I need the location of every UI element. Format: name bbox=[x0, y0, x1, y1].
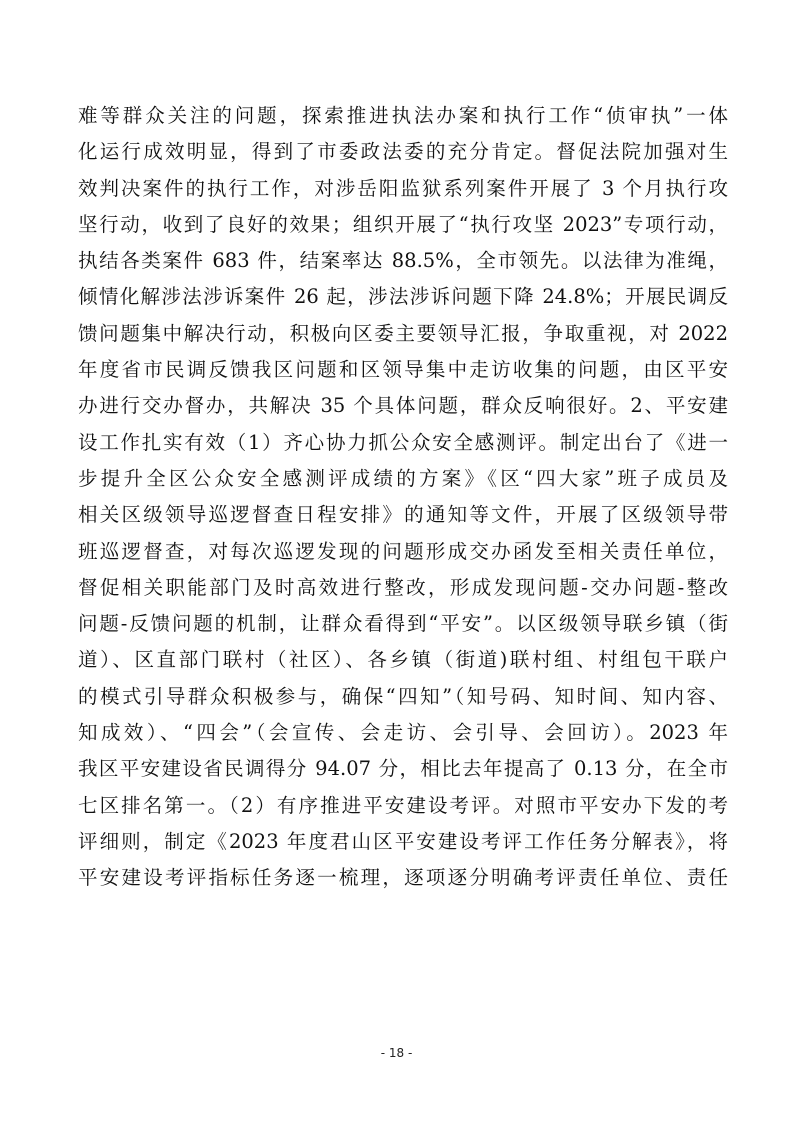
text-line: 我区平安建设省民调得分 94.07 分，相比去年提高了 0.13 分，在全市 bbox=[78, 757, 728, 781]
text-line: 步提升全区公众安全感测评成绩的方案》《区“四大家”班子成员及 bbox=[78, 466, 728, 490]
text-line: 班巡逻督查，对每次巡逻发现的问题形成交办函发至相关责任单位， bbox=[78, 539, 728, 563]
text-line: 道）、区直部门联村（社区）、各乡镇（街道)联村组、村组包干联户 bbox=[78, 648, 728, 672]
text-line: 坚行动，收到了良好的效果；组织开展了“执行攻坚 2023”专项行动， bbox=[78, 212, 728, 236]
text-line: 知成效）、“四会”（会宣传、会走访、会引导、会回访）。2023 年 bbox=[78, 721, 728, 745]
text-line: 执结各类案件 683 件，结案率达 88.5%，全市领先。以法律为准绳， bbox=[78, 249, 728, 273]
text-line: 倾情化解涉法涉诉案件 26 起，涉法涉诉问题下降 24.8%；开展民调反 bbox=[78, 285, 728, 309]
text-line: 问题-反馈问题的机制，让群众看得到“平安”。以区级领导联乡镇（街 bbox=[78, 612, 728, 636]
text-line: 评细则，制定《2023 年度君山区平安建设考评工作任务分解表》，将 bbox=[78, 829, 728, 853]
text-line: 难等群众关注的问题，探索推进执法办案和执行工作“侦审执”一体 bbox=[78, 104, 728, 127]
text-line: 设工作扎实有效（1）齐心协力抓公众安全感测评。制定出台了《进一 bbox=[78, 430, 728, 454]
text-line: 七区排名第一。（2）有序推进平安建设考评。对照市平安办下发的考 bbox=[78, 793, 728, 817]
text-line: 办进行交办督办，共解决 35 个具体问题，群众反响很好。2、平安建 bbox=[78, 394, 728, 418]
text-line: 平安建设考评指标任务逐一梳理，逐项逐分明确考评责任单位、责任 bbox=[78, 866, 728, 890]
text-line: 年度省市民调反馈我区问题和区领导集中走访收集的问题，由区平安 bbox=[78, 358, 728, 382]
text-line: 相关区级领导巡逻督查日程安排》的通知等文件，开展了区级领导带 bbox=[78, 503, 728, 527]
page-number: - 18 - bbox=[380, 1046, 413, 1060]
text-line: 效判决案件的执行工作，对涉岳阳监狱系列案件开展了 3 个月执行攻 bbox=[78, 176, 728, 200]
body-text bbox=[78, 98, 728, 897]
text-line: 督促相关职能部门及时高效进行整改，形成发现问题-交办问题-整改 bbox=[78, 575, 728, 599]
text-line: 馈问题集中解决行动，积极向区委主要领导汇报，争取重视，对 2022 bbox=[78, 321, 728, 345]
text-line: 化运行成效明显，得到了市委政法委的充分肯定。督促法院加强对生 bbox=[78, 140, 728, 164]
text-line: 的模式引导群众积极参与，确保“四知”（知号码、知时间、知内容、 bbox=[78, 684, 728, 708]
